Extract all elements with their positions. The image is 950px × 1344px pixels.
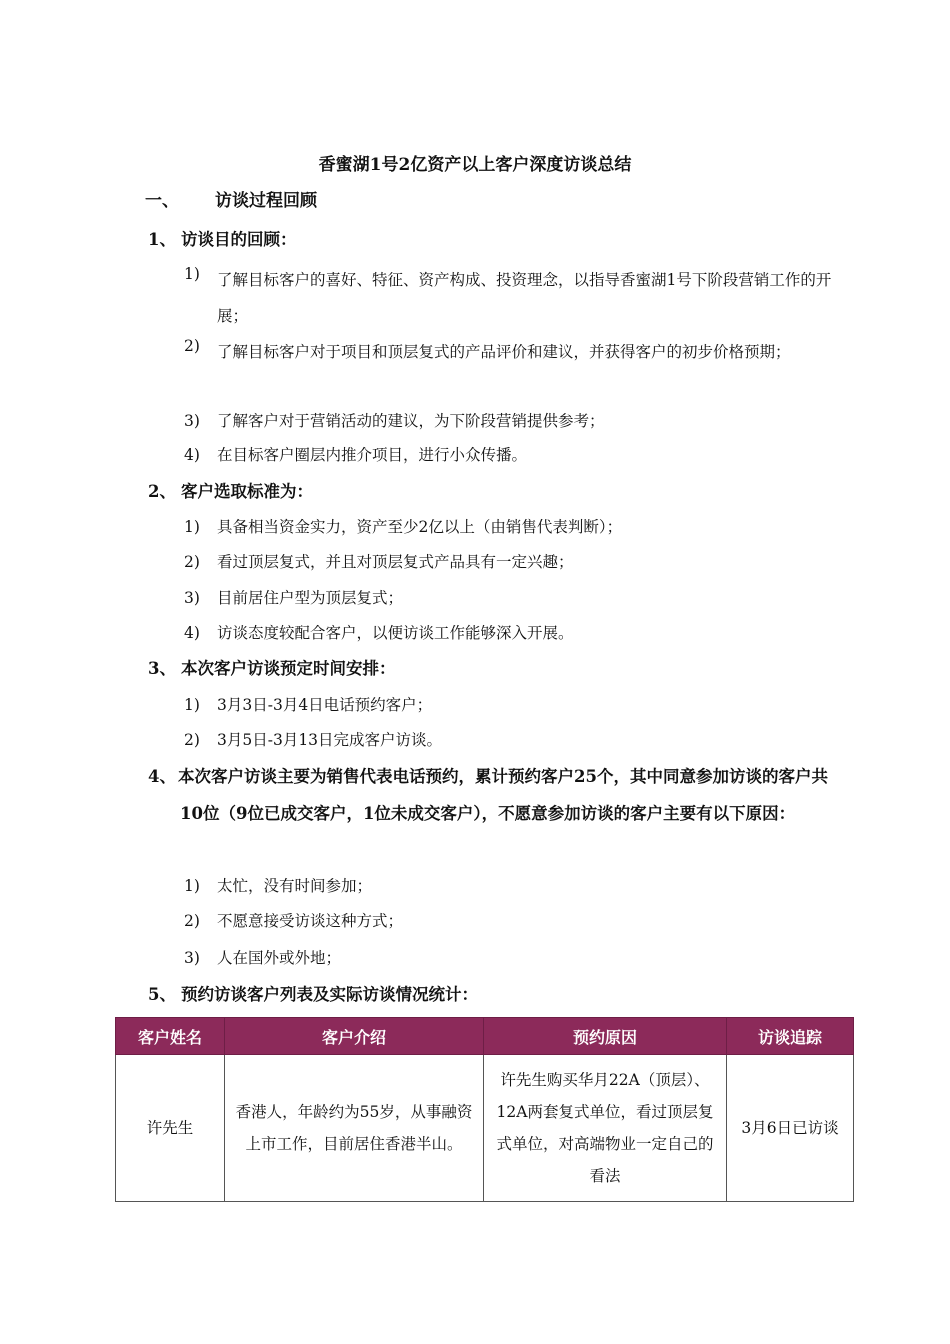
list-item: [184, 515, 844, 539]
table-row: [116, 1055, 854, 1202]
item-number: 2): [184, 912, 200, 930]
item-text: 了解客户对于营销活动的建议，为下阶段营销提供参考；: [217, 412, 605, 430]
list-item: [184, 262, 844, 334]
item-text: 太忙，没有时间参加；: [217, 877, 373, 895]
item-number: 1): [184, 265, 200, 283]
cell-client-intro: 香港人，年龄约为55岁，从事融资上市工作，目前居住香港半山。: [225, 1055, 484, 1202]
item-text: 具备相当资金实力，资产至少2亿以上（由销售代表判断）；: [217, 518, 623, 536]
list-item: [184, 693, 844, 717]
table-header-row: [116, 1018, 854, 1055]
header-client-name: 客户姓名: [116, 1018, 225, 1055]
item-number: 2): [184, 337, 200, 355]
item-text: 了解目标客户对于项目和顶层复式的产品评价和建议，并获得客户的初步价格预期；: [217, 343, 791, 361]
item-text: 在目标客户圈层内推介项目，进行小众传播。: [217, 446, 528, 464]
subsection-number: 1、: [148, 230, 176, 249]
subsection-heading-2: [148, 480, 313, 504]
client-table: [115, 1017, 854, 1202]
subsection-label: 本次客户访谈预定时间安排：: [181, 659, 396, 678]
header-client-intro: 客户介绍: [225, 1018, 484, 1055]
list-item: [184, 728, 844, 752]
item-text: 访谈态度较配合客户，以便访谈工作能够深入开展。: [217, 624, 574, 642]
item-number: 3): [184, 412, 200, 430]
subsection-number: 5、: [148, 985, 176, 1004]
item-number: 4): [184, 446, 200, 464]
item-number: 1): [184, 877, 200, 895]
subsection-heading-3: [148, 657, 396, 681]
section-heading-1: [145, 189, 317, 213]
subsection-number: 4、: [148, 767, 176, 786]
list-item: [184, 874, 844, 898]
list-item: [184, 443, 844, 467]
item-text: 人在国外或外地；: [217, 949, 342, 967]
item-text: 了解目标客户的喜好、特征、资产构成、投资理念，以指导香蜜湖1号下阶段营销工作的开展；: [217, 271, 832, 325]
item-text: 目前居住户型为顶层复式；: [217, 589, 404, 607]
subsection-label: 本次客户访谈主要为销售代表电话预约，累计预约客户25个，其中同意参加访谈的客户共10位（9位已成交客户，1位未成交客户），不愿意参加访谈的客户主要有以下原因：: [178, 767, 828, 823]
subsection-label: 预约访谈客户列表及实际访谈情况统计：: [181, 985, 478, 1004]
subsection-label: 客户选取标准为：: [181, 482, 313, 501]
subsection-label: 访谈目的回顾：: [181, 230, 297, 249]
list-item: [184, 909, 844, 933]
item-number: 3): [184, 589, 200, 607]
item-number: 2): [184, 731, 200, 749]
item-text: 看过顶层复式，并且对顶层复式产品具有一定兴趣；: [217, 553, 574, 571]
section-number: 一、: [145, 191, 179, 211]
item-number: 1): [184, 518, 200, 536]
list-item: [184, 586, 844, 610]
item-number: 3): [184, 949, 200, 967]
subsection-heading-4: [148, 758, 848, 832]
list-item: [184, 621, 844, 645]
section-label: 访谈过程回顾: [215, 191, 317, 211]
list-item: [184, 550, 844, 574]
document-title: 香蜜湖1号2亿资产以上客户深度访谈总结: [318, 155, 632, 175]
cell-client-name: 许先生: [116, 1055, 225, 1202]
item-text: 3月3日-3月4日电话预约客户；: [217, 696, 433, 714]
header-appointment-reason: 预约原因: [484, 1018, 727, 1055]
item-text: 不愿意接受访谈这种方式；: [217, 912, 404, 930]
cell-appointment-reason: 许先生购买华月22A（顶层）、12A两套复式单位，看过顶层复式单位，对高端物业一定自己的看法: [484, 1055, 727, 1202]
subsection-heading-1: [148, 228, 297, 252]
item-number: 4): [184, 624, 200, 642]
list-item: [184, 946, 844, 970]
subsection-number: 2、: [148, 482, 176, 501]
cell-interview-tracking: 3月6日已访谈: [727, 1055, 854, 1202]
item-number: 1): [184, 696, 200, 714]
item-number: 2): [184, 553, 200, 571]
subsection-heading-5: [148, 983, 478, 1007]
header-interview-tracking: 访谈追踪: [727, 1018, 854, 1055]
list-item: [184, 334, 844, 370]
item-text: 3月5日-3月13日完成客户访谈。: [217, 731, 443, 749]
list-item: [184, 409, 844, 433]
subsection-number: 3、: [148, 659, 176, 678]
